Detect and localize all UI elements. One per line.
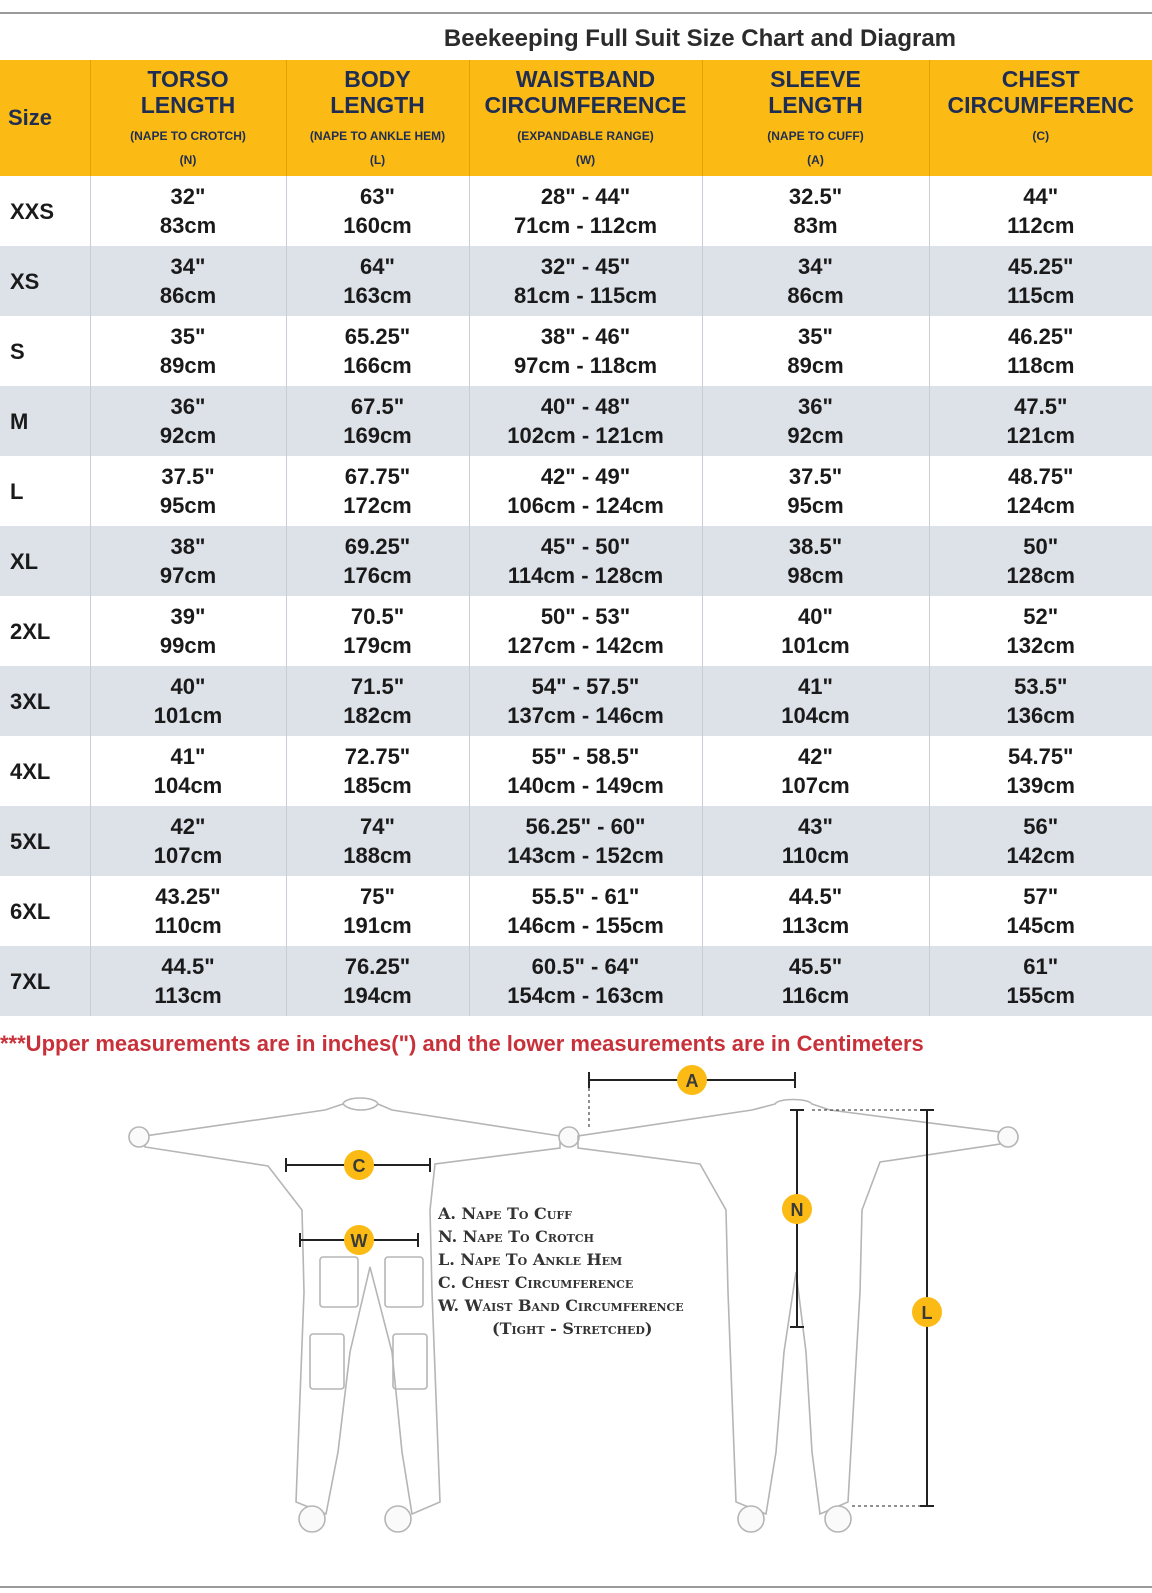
- cm-value: 154cm - 163cm: [507, 983, 664, 1008]
- body-cell: [286, 876, 469, 946]
- column-subtitle: (NAPE TO ANKLE HEM): [309, 129, 446, 143]
- inch-value: 43.25": [155, 884, 221, 909]
- cm-value: 124cm: [1006, 493, 1075, 518]
- inch-value: 32": [170, 184, 206, 209]
- torso-cell: [90, 806, 286, 876]
- inch-value: 55" - 58.5": [531, 744, 640, 769]
- size-column-header: Size: [0, 60, 90, 176]
- chest-cell: [929, 596, 1152, 666]
- inch-value: 42": [798, 744, 833, 769]
- inch-value: 45.5": [788, 954, 843, 979]
- column-title: SLEEVE: [770, 66, 861, 92]
- inch-value: 40" - 48": [540, 394, 631, 419]
- badge-n-label: N: [790, 1200, 804, 1220]
- cm-value: 95cm: [159, 493, 217, 518]
- cm-value: 110cm: [781, 843, 850, 868]
- table-header: [0, 60, 1152, 176]
- chest-cell: [929, 316, 1152, 386]
- table-row: [0, 386, 1152, 456]
- cm-value: 92cm: [787, 423, 844, 448]
- cm-value: 145cm: [1006, 913, 1075, 938]
- inch-value: 38.5": [788, 534, 843, 559]
- size-cell: XL: [0, 526, 90, 596]
- body-cell: [286, 596, 469, 666]
- sleeve-cell: [702, 596, 929, 666]
- cm-value: 146cm - 155cm: [507, 913, 664, 938]
- waist-cell: [469, 666, 702, 736]
- badge-a-label: A: [685, 1071, 699, 1091]
- legend-item-n: N. Nape To Crotch: [438, 1227, 594, 1246]
- column-header-waistband: [469, 60, 702, 176]
- inch-value: 57": [1023, 884, 1059, 909]
- cm-value: 98cm: [787, 563, 844, 588]
- legend-item-c: C. Chest Circumference: [438, 1273, 634, 1292]
- inch-value: 32" - 45": [540, 254, 631, 279]
- cm-value: 132cm: [1006, 633, 1075, 658]
- inch-value: 39": [170, 604, 206, 629]
- sleeve-cell: [702, 876, 929, 946]
- column-title: LENGTH: [768, 92, 863, 118]
- table-row: [0, 876, 1152, 946]
- inch-value: 45.25": [1008, 254, 1074, 279]
- torso-cell: [90, 946, 286, 1016]
- waist-cell: [469, 526, 702, 596]
- cm-value: 137cm - 146cm: [507, 703, 664, 728]
- cm-value: 182cm: [343, 703, 412, 728]
- inch-value: 43": [798, 814, 833, 839]
- inch-value: 67.5": [350, 394, 405, 419]
- inch-value: 76.25": [344, 954, 411, 979]
- inch-value: 45" - 50": [540, 534, 631, 559]
- column-letter: (W): [575, 153, 596, 167]
- torso-cell: [90, 316, 286, 386]
- cm-value: 176cm: [343, 563, 412, 588]
- sleeve-cell: [702, 806, 929, 876]
- chest-cell: [929, 386, 1152, 456]
- cm-value: 160cm: [343, 213, 412, 238]
- size-cell: 4XL: [0, 736, 90, 806]
- top-divider: [0, 12, 1152, 14]
- cm-value: 136cm: [1006, 703, 1075, 728]
- inch-value: 40": [798, 604, 833, 629]
- body-cell: [286, 526, 469, 596]
- cm-value: 97cm: [159, 563, 217, 588]
- inch-value: 41": [798, 674, 833, 699]
- inch-value: 44.5": [788, 884, 843, 909]
- chest-cell: [929, 176, 1152, 246]
- waist-cell: [469, 316, 702, 386]
- column-title: WAISTBAND: [515, 66, 656, 92]
- sleeve-cell: [702, 736, 929, 806]
- waist-cell: [469, 736, 702, 806]
- sleeve-cell: [702, 386, 929, 456]
- column-header-sleeve: [702, 60, 929, 176]
- cm-value: 86cm: [787, 283, 844, 308]
- cm-value: 107cm: [153, 843, 223, 868]
- cm-value: 163cm: [343, 283, 412, 308]
- chest-cell: [929, 246, 1152, 316]
- column-title: TORSO: [147, 66, 229, 92]
- cm-value: 112cm: [1007, 213, 1075, 238]
- waist-cell: [469, 596, 702, 666]
- inch-value: 50" - 53": [540, 604, 631, 629]
- body-cell: [286, 246, 469, 316]
- inch-value: 36": [798, 394, 833, 419]
- chest-cell: [929, 946, 1152, 1016]
- cm-value: 106cm - 124cm: [507, 493, 664, 518]
- sleeve-cell: [702, 176, 929, 246]
- chest-cell: [929, 456, 1152, 526]
- legend-item-w: W. Waist Band Circumference: [438, 1296, 684, 1315]
- cm-value: 113cm: [781, 913, 850, 938]
- table-row: [0, 526, 1152, 596]
- torso-cell: [90, 456, 286, 526]
- inch-value: 70.5": [350, 604, 405, 629]
- torso-cell: [90, 246, 286, 316]
- size-cell: XS: [0, 246, 90, 316]
- inch-value: 35": [170, 324, 206, 349]
- waist-cell: [469, 876, 702, 946]
- torso-cell: [90, 176, 286, 246]
- body-cell: [286, 736, 469, 806]
- badge-n: [782, 1194, 812, 1224]
- cm-value: 99cm: [159, 633, 217, 658]
- waist-cell: [469, 246, 702, 316]
- chest-cell: [929, 666, 1152, 736]
- inch-value: 28" - 44": [540, 184, 631, 209]
- cm-value: 194cm: [343, 983, 412, 1008]
- inch-value: 56": [1023, 814, 1059, 839]
- size-cell: XXS: [0, 176, 90, 246]
- sleeve-cell: [702, 666, 929, 736]
- column-header-chest: [929, 60, 1152, 176]
- cm-value: 86cm: [159, 283, 217, 308]
- body-cell: [286, 456, 469, 526]
- column-title: LENGTH: [330, 92, 425, 118]
- inch-value: 55.5" - 61": [531, 884, 640, 909]
- cm-value: 104cm: [153, 773, 223, 798]
- column-letter: (N): [179, 153, 197, 167]
- table-row: [0, 456, 1152, 526]
- badge-c-label: C: [352, 1156, 366, 1176]
- size-cell: 5XL: [0, 806, 90, 876]
- waist-cell: [469, 176, 702, 246]
- column-subtitle: (EXPANDABLE RANGE): [517, 129, 654, 143]
- cm-value: 97cm - 118cm: [513, 353, 658, 378]
- cm-value: 83cm: [159, 213, 217, 238]
- table-body: [0, 176, 1152, 1016]
- cm-value: 104cm: [781, 703, 850, 728]
- column-letter: (L): [369, 153, 386, 167]
- inch-value: 38": [170, 534, 206, 559]
- inch-value: 53.5": [1014, 674, 1068, 699]
- bottom-divider: [0, 1586, 1152, 1588]
- inch-value: 64": [360, 254, 395, 279]
- cm-value: 166cm: [343, 353, 412, 378]
- inch-value: 54.75": [1008, 744, 1074, 769]
- badge-l: [912, 1297, 942, 1327]
- inch-value: 34": [798, 254, 833, 279]
- inch-value: 38" - 46": [540, 324, 631, 349]
- column-letter: (A): [807, 153, 824, 167]
- column-subtitle: (NAPE TO CUFF): [767, 129, 864, 143]
- table-row: [0, 806, 1152, 876]
- size-cell: 6XL: [0, 876, 90, 946]
- badge-w: [344, 1225, 374, 1255]
- size-cell: M: [0, 386, 90, 456]
- column-subtitle: (NAPE TO CROTCH): [130, 129, 246, 143]
- inch-value: 44.5": [161, 954, 215, 979]
- body-cell: [286, 946, 469, 1016]
- size-cell: S: [0, 316, 90, 386]
- size-cell: L: [0, 456, 90, 526]
- inch-value: 47.5": [1014, 394, 1068, 419]
- cm-value: 115cm: [1007, 283, 1075, 308]
- cm-value: 142cm: [1006, 843, 1075, 868]
- body-cell: [286, 666, 469, 736]
- table-row: [0, 176, 1152, 246]
- inch-value: 67.75": [344, 464, 411, 489]
- table-row: [0, 596, 1152, 666]
- badge-a: [677, 1065, 707, 1095]
- diagram-legend: [438, 1202, 738, 1340]
- cm-value: 107cm: [781, 773, 850, 798]
- inch-value: 69.25": [344, 534, 411, 559]
- inch-value: 42": [170, 814, 206, 839]
- column-title: CHEST: [1001, 66, 1080, 92]
- badge-c: [344, 1150, 374, 1180]
- waist-cell: [469, 806, 702, 876]
- inch-value: 34": [170, 254, 206, 279]
- chest-cell: [929, 526, 1152, 596]
- waist-cell: [469, 946, 702, 1016]
- inch-value: 61": [1023, 954, 1059, 979]
- cm-value: 191cm: [343, 913, 412, 938]
- inch-value: 56.25" - 60": [525, 814, 646, 839]
- measurement-note: ***Upper measurements are in inches(") and the lower measurements are in Centimeters: [0, 1031, 924, 1056]
- inch-value: 71.5": [350, 674, 405, 699]
- cm-value: 121cm: [1006, 423, 1075, 448]
- table-row: [0, 666, 1152, 736]
- column-title: BODY: [344, 66, 411, 92]
- inch-value: 65.25": [344, 324, 411, 349]
- cm-value: 101cm: [153, 703, 223, 728]
- torso-cell: [90, 596, 286, 666]
- table-row: [0, 946, 1152, 1016]
- torso-cell: [90, 876, 286, 946]
- inch-value: 40": [170, 674, 206, 699]
- inch-value: 74": [360, 814, 395, 839]
- inch-value: 35": [798, 324, 833, 349]
- sleeve-cell: [702, 526, 929, 596]
- chest-cell: [929, 736, 1152, 806]
- cm-value: 169cm: [343, 423, 412, 448]
- column-header-body: [286, 60, 469, 176]
- torso-cell: [90, 666, 286, 736]
- cm-value: 114cm - 128cm: [507, 563, 664, 588]
- chest-cell: [929, 876, 1152, 946]
- size-cell: 3XL: [0, 666, 90, 736]
- cm-value: 172cm: [343, 493, 412, 518]
- table-row: [0, 316, 1152, 386]
- size-chart-table: [0, 60, 1152, 1016]
- legend-item-a: A. Nape To Cuff: [438, 1204, 572, 1223]
- inch-value: 75": [360, 884, 395, 909]
- sleeve-cell: [702, 946, 929, 1016]
- torso-cell: [90, 736, 286, 806]
- waist-cell: [469, 456, 702, 526]
- cm-value: 102cm - 121cm: [507, 423, 664, 448]
- inch-value: 72.75": [344, 744, 411, 769]
- cm-value: 95cm: [787, 493, 844, 518]
- sleeve-cell: [702, 456, 929, 526]
- body-cell: [286, 386, 469, 456]
- cm-value: 179cm: [343, 633, 412, 658]
- body-cell: [286, 176, 469, 246]
- inch-value: 48.75": [1008, 464, 1074, 489]
- torso-cell: [90, 386, 286, 456]
- inch-value: 50": [1023, 534, 1059, 559]
- table-row: [0, 736, 1152, 806]
- torso-cell: [90, 526, 286, 596]
- column-title: LENGTH: [140, 92, 236, 118]
- body-cell: [286, 316, 469, 386]
- cm-value: 81cm - 115cm: [513, 283, 658, 308]
- inch-value: 60.5" - 64": [531, 954, 640, 979]
- cm-value: 188cm: [343, 843, 412, 868]
- cm-value: 83m: [793, 213, 838, 238]
- column-title: CIRCUMFERENC: [947, 92, 1135, 118]
- inch-value: 54" - 57.5": [531, 674, 640, 699]
- table-row: [0, 246, 1152, 316]
- badge-w-label: W: [350, 1231, 368, 1251]
- cm-value: 185cm: [343, 773, 412, 798]
- cm-value: 71cm - 112cm: [513, 213, 658, 238]
- inch-value: 46.25": [1008, 324, 1074, 349]
- inch-value: 63": [360, 184, 395, 209]
- body-cell: [286, 806, 469, 876]
- column-letter: (C): [1032, 129, 1050, 143]
- column-header-torso: [90, 60, 286, 176]
- cm-value: 155cm: [1006, 983, 1075, 1008]
- sleeve-cell: [702, 246, 929, 316]
- cm-value: 101cm: [781, 633, 850, 658]
- size-cell: 7XL: [0, 946, 90, 1016]
- cm-value: 92cm: [159, 423, 217, 448]
- cm-value: 128cm: [1006, 563, 1075, 588]
- cm-value: 116cm: [781, 983, 850, 1008]
- inch-value: 42" - 49": [540, 464, 631, 489]
- page-title: Beekeeping Full Suit Size Chart and Diagram: [443, 25, 956, 52]
- inch-value: 44": [1023, 184, 1059, 209]
- cm-value: 139cm: [1006, 773, 1075, 798]
- column-title: CIRCUMFERENCE: [484, 92, 687, 118]
- cm-value: 89cm: [159, 353, 217, 378]
- waist-cell: [469, 386, 702, 456]
- cm-value: 143cm - 152cm: [507, 843, 664, 868]
- cm-value: 110cm: [154, 913, 222, 938]
- inch-value: 52": [1023, 604, 1059, 629]
- inch-value: 41": [170, 744, 206, 769]
- legend-item-w-note: (Tight - Stretched): [492, 1319, 653, 1338]
- inch-value: 32.5": [788, 184, 843, 209]
- inch-value: 36": [170, 394, 206, 419]
- cm-value: 118cm: [1007, 353, 1075, 378]
- sleeve-cell: [702, 316, 929, 386]
- cm-value: 140cm - 149cm: [507, 773, 664, 798]
- size-cell: 2XL: [0, 596, 90, 666]
- cm-value: 89cm: [787, 353, 844, 378]
- cm-value: 113cm: [154, 983, 222, 1008]
- inch-value: 37.5": [788, 464, 843, 489]
- chest-cell: [929, 806, 1152, 876]
- inch-value: 37.5": [161, 464, 215, 489]
- legend-item-l: L. Nape To Ankle Hem: [438, 1250, 623, 1269]
- cm-value: 127cm - 142cm: [507, 633, 664, 658]
- badge-l-label: L: [921, 1303, 933, 1323]
